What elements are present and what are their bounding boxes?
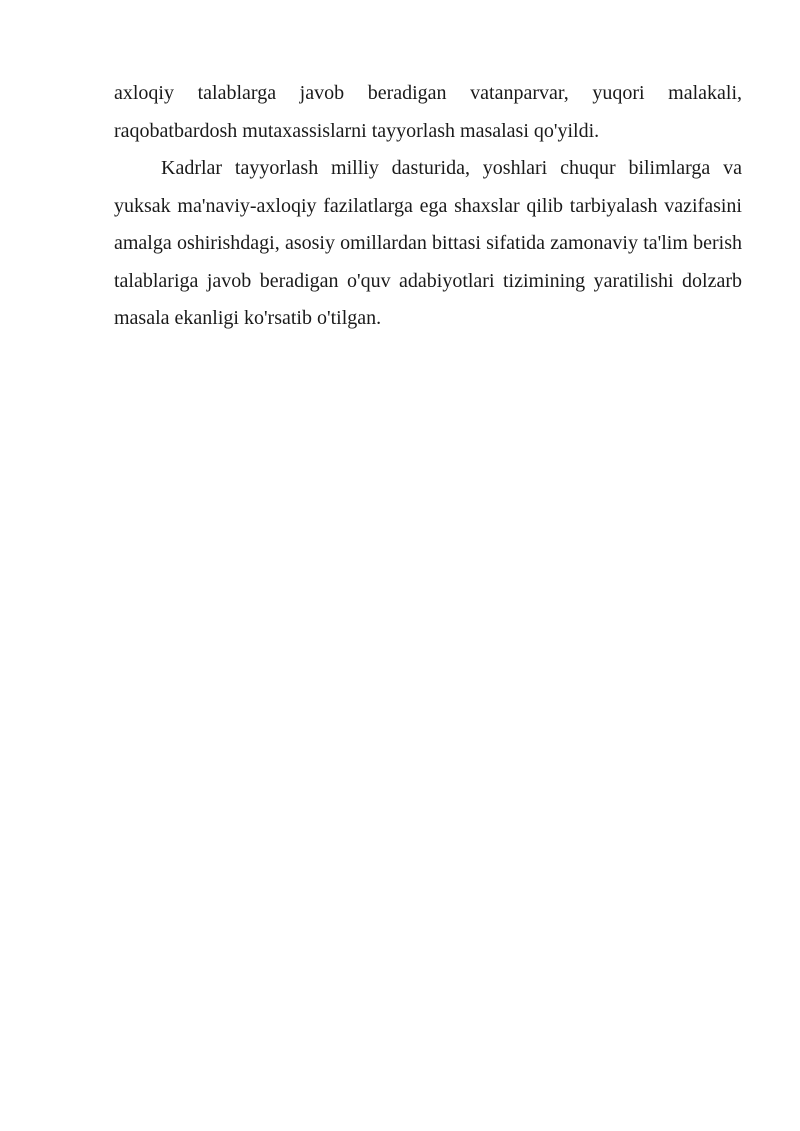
- document-body: [114, 75, 742, 338]
- paragraph-continuation: axloqiy talablarga javob beradigan vatanparvar, yuqori malakali, raqobatbardosh mutaxassislarni tayyorlash masalasi qo'yildi.: [114, 82, 742, 142]
- paragraph-kadrlar: Kadrlar tayyorlash milliy dasturida, yoshlari chuqur bilimlarga va yuksak ma'naviy-axloqiy fazilatlarga ega shaxslar qilib tarbiyalash vazifasini amalga oshirishdagi, asosiy omillardan bittasi sifatida zamonaviy ta'lim berish talablariga javob beradigan o'quv adabiyotlari tizimining yaratilishi dolzarb masala ekanligi ko'rsatib o'tilgan.: [114, 157, 742, 329]
